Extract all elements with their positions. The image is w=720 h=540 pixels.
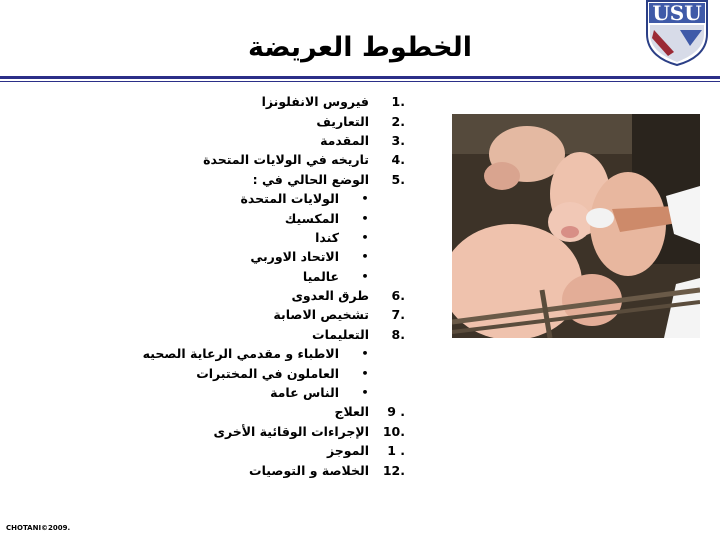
- item-text: التعاريف: [316, 113, 369, 129]
- bullet-marker: •: [361, 347, 369, 361]
- item-text: طرق العدوى: [291, 288, 369, 304]
- item-text: العلاج: [334, 404, 369, 420]
- outline-item: [5, 92, 405, 111]
- item-text: فيروس الانفلونزا: [261, 94, 369, 110]
- bullet-marker: •: [361, 386, 369, 400]
- item-text: عالميا: [302, 268, 339, 284]
- item-number: 6.: [391, 288, 405, 304]
- outline-subitem: [5, 383, 405, 402]
- bullet-marker: •: [361, 250, 369, 264]
- bullet-marker: •: [361, 192, 369, 206]
- item-text: الناس عامة: [270, 385, 339, 401]
- title-divider-thin: [0, 81, 720, 82]
- outline-item: [5, 170, 405, 189]
- item-number: 4.: [391, 152, 405, 168]
- outline-item: [5, 305, 405, 324]
- item-text: العاملون في المختبرات: [196, 365, 339, 381]
- outline-item: [5, 286, 405, 305]
- bullet-marker: •: [361, 211, 369, 225]
- item-text: تشخيص الاصابة: [273, 307, 369, 323]
- bullet-marker: •: [361, 230, 369, 244]
- item-number: 1.: [391, 94, 405, 110]
- item-number: 10.: [382, 423, 405, 439]
- outline-list: [5, 92, 405, 480]
- outline-item: [5, 402, 405, 421]
- outline-subitem: [5, 267, 405, 286]
- item-number: 9 .: [387, 404, 405, 420]
- item-text: المقدمة: [320, 132, 369, 148]
- outline-subitem: [5, 363, 405, 382]
- item-text: كندا: [315, 229, 339, 245]
- item-number: 3.: [391, 132, 405, 148]
- outline-item: [5, 460, 405, 479]
- outline-item: [5, 441, 405, 460]
- item-text: المكسيك: [284, 210, 339, 226]
- outline-subitem: [5, 208, 405, 227]
- outline-subitem: [5, 344, 405, 363]
- item-text: الوضع الحالي في :: [252, 171, 369, 187]
- outline-item: [5, 422, 405, 441]
- pigs-photo: [452, 114, 700, 338]
- item-text: الاتحاد الاوربي: [250, 249, 339, 265]
- slide-title: الخطوط العريضة: [247, 32, 473, 63]
- outline-subitem: [5, 247, 405, 266]
- item-text: الإجراءات الوقائية الأخرى: [213, 423, 369, 439]
- item-number: 1 .: [387, 443, 405, 459]
- item-number: 8.: [391, 326, 405, 342]
- logo-lettering: USU: [652, 1, 702, 25]
- item-text: الموجز: [327, 443, 369, 459]
- item-text: الاطباء و مقدمي الرعاية الصحيه: [142, 346, 339, 362]
- outline-item: [5, 111, 405, 130]
- copyright-footer: CHOTANI©2009.: [6, 524, 71, 532]
- item-number: 12.: [382, 462, 405, 478]
- item-text: الولايات المتحدة: [240, 191, 339, 207]
- item-text: التعليمات: [312, 326, 369, 342]
- outline-item: [5, 150, 405, 169]
- outline-item: [5, 131, 405, 150]
- item-number: 5.: [391, 171, 405, 187]
- outline-subitem: [5, 228, 405, 247]
- title-divider: [0, 76, 720, 79]
- item-text: الخلاصة و التوصيات: [249, 462, 369, 478]
- item-number: 7.: [391, 307, 405, 323]
- item-text: تاريخه في الولايات المتحدة: [203, 152, 369, 168]
- bullet-marker: •: [361, 366, 369, 380]
- outline-subitem: [5, 189, 405, 208]
- item-number: 2.: [391, 113, 405, 129]
- outline-item: [5, 325, 405, 344]
- bullet-marker: •: [361, 269, 369, 283]
